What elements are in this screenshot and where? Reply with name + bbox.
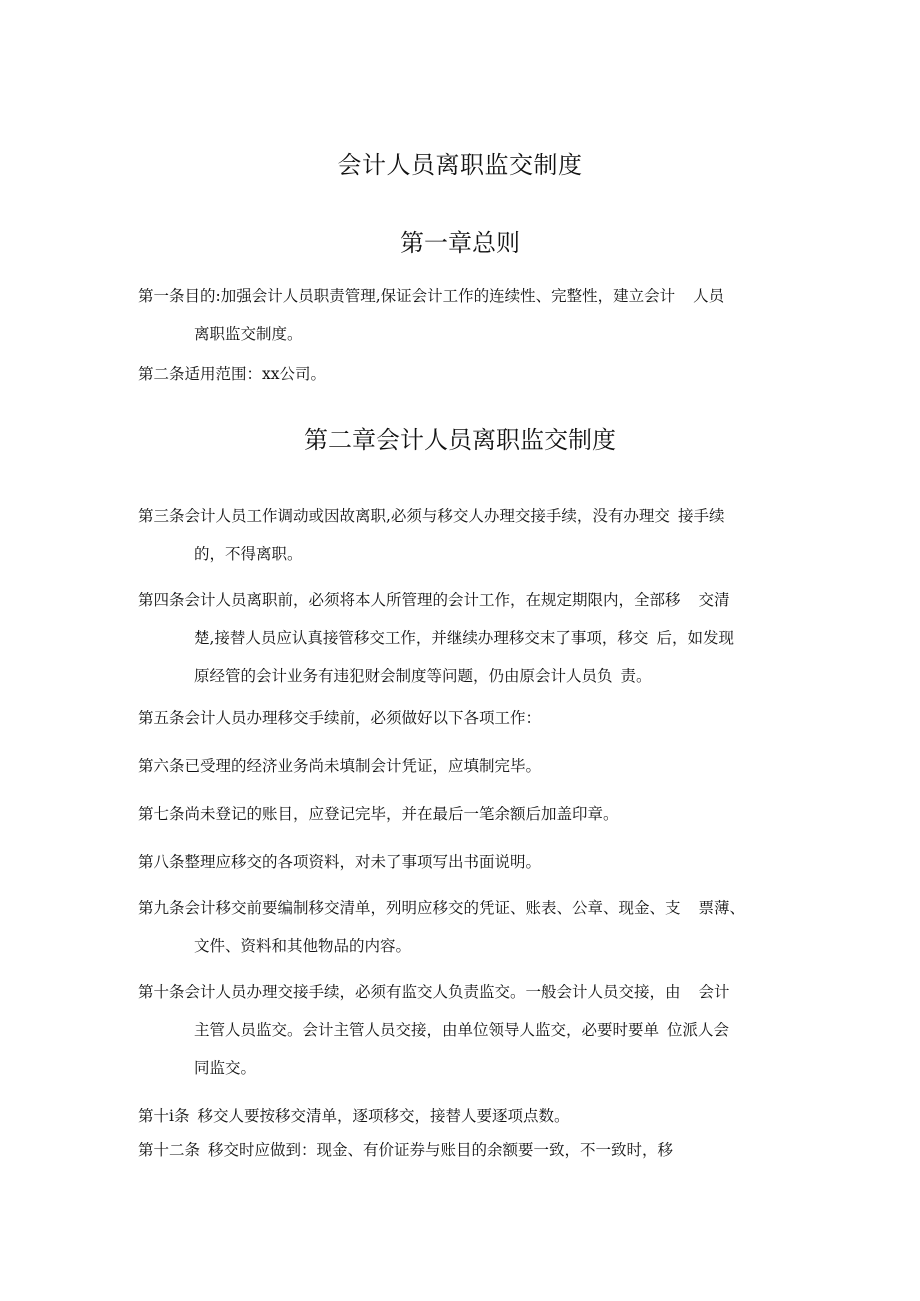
article-12-line-1: 移交时应做到：现金、有价证券与账目的余额要一致，不一致时，移 [208,1141,674,1159]
article-10-line-1: 第十条会计人员办理交接手续，必须有监交人负责监交。一般会计人员交接，由 [138,983,681,1001]
article-4-line-3: 原经管的会计业务有违犯财会制度等问题，仍由原会计人员负 [194,667,613,685]
article-10-line-2b: 位派人会 [667,1021,730,1039]
article-4-line-2b: 后，如发现 [656,629,734,647]
article-5 [138,699,798,737]
article-5-line-1: 第五条会计人员办理移交手续前，必须做好以下各项工作： [138,709,542,727]
article-1-line-1: 第一条目的:加强会计人员职责管理,保证会计工作的连续性、完整性，建立会计 [138,287,676,305]
article-11-line-1: 移交人要按移交清单，逐项移交，接替人要逐项点数。 [197,1107,570,1125]
article-11-label: 第十i条 [138,1107,190,1125]
article-3-line-1: 第三条会计人员工作调动或因故离职,必须与移交人办理交接手续，没有办理交 [138,507,670,525]
article-3-line-2: 的，不得离职。 [194,545,303,563]
article-10 [138,973,798,1087]
article-11 [138,1097,798,1135]
article-10-line-3: 同监交。 [194,1059,257,1077]
article-4-line-1: 第四条会计人员离职前，必须将本人所管理的会计工作，在规定期限内，全部移 [138,591,681,609]
article-3 [138,497,798,573]
document-title: 会计人员离职监交制度 [337,151,583,179]
article-9-line-1: 第九条会计移交前要编制移交清单，列明应移交的凭证、账表、公章、现金、支 [138,899,681,917]
article-1-line-1b: 人员 [693,287,725,305]
chapter-1-title: 第一章总则 [400,229,520,257]
article-2-line-1: 第二条适用范围：xx公司。 [138,365,326,383]
article-7-line-1: 第七条尚未登记的账目，应登记完毕，并在最后一笔余额后加盖印章。 [138,805,619,823]
article-8 [138,843,798,881]
article-6-line-1: 第六条已受理的经济业务尚未填制会计凭证，应填制完毕。 [138,757,542,775]
article-3-line-1b: 接手续 [677,507,725,525]
article-1 [138,277,798,353]
article-10-line-1b: 会计 [698,983,730,1001]
article-9-line-2: 文件、资料和其他物品的内容。 [194,937,412,955]
article-4-line-2: 楚,接替人员应认真接管移交工作，并继续办理移交末了事项，移交 [194,629,649,647]
article-4-line-3b: 责。 [620,667,652,685]
article-10-line-2: 主管人员监交。会计主管人员交接，由单位领导人监交，必要时要单 [194,1021,660,1039]
chapter-2-title: 第二章会计人员离职监交制度 [304,426,616,454]
article-7 [138,795,798,833]
article-4-line-1b: 交清 [698,591,730,609]
article-9-line-1b: 票薄、 [698,899,746,917]
article-6 [138,747,798,785]
article-2 [138,355,798,393]
article-4 [138,581,798,695]
article-9 [138,889,798,965]
article-12-label: 第十二条 [138,1141,201,1159]
article-8-line-1: 第八条整理应移交的各项资料，对未了事项写出书面说明。 [138,853,542,871]
article-12 [138,1131,798,1169]
article-1-line-2: 离职监交制度。 [194,325,303,343]
